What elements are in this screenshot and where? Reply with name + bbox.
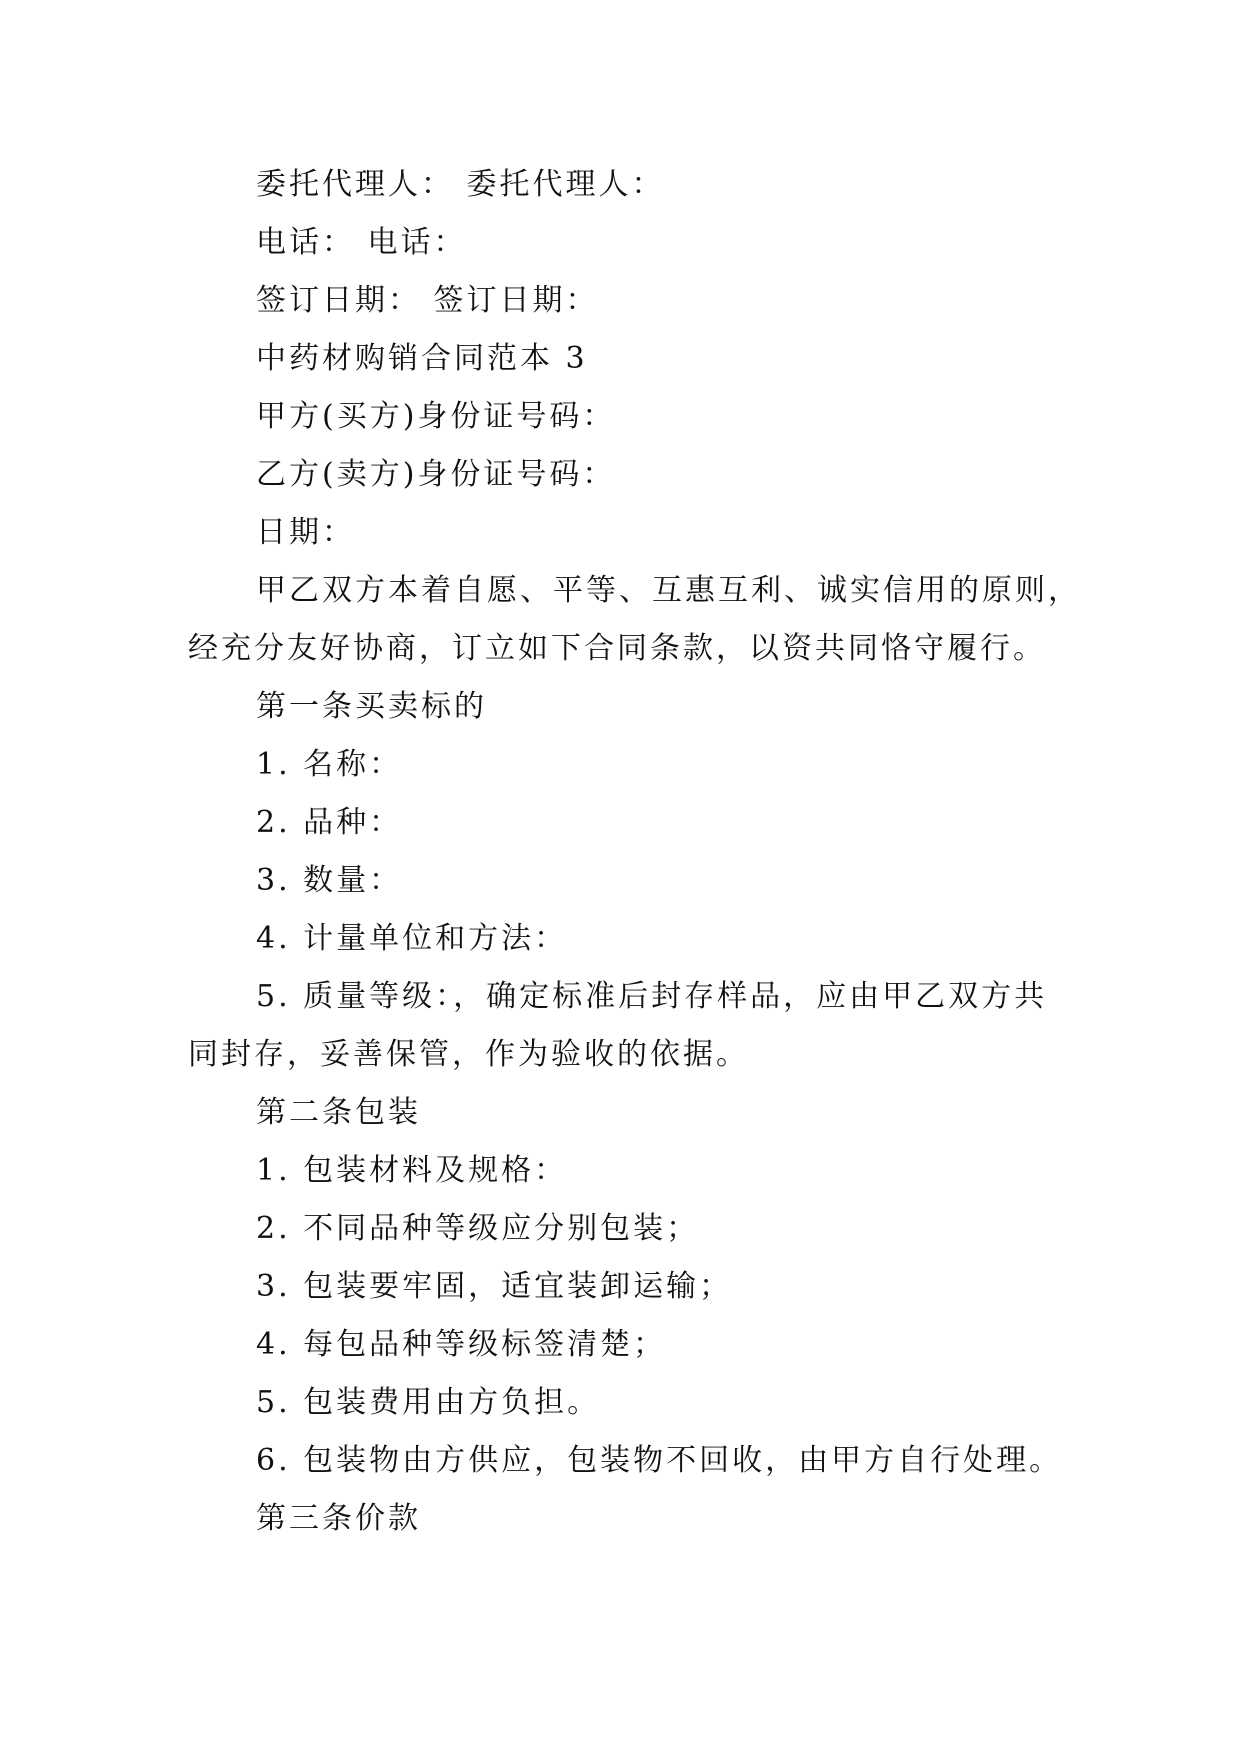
list-item: 4. 每包品种等级标签清楚； [256,1327,667,1362]
paragraph-line: 经充分友好协商，订立如下合同条款，以资共同恪守履行。 [188,631,1046,666]
date-line: 日期： [256,515,355,550]
list-item: 6. 包装物由方供应，包装物不回收，由甲方自行处理。 [256,1443,1063,1478]
list-item: 5. 质量等级：，确定标准后封存样品，应由甲乙双方共 [256,979,1048,1014]
list-item: 2. 不同品种等级应分别包装； [256,1211,700,1246]
party-b-id-line: 乙方(卖方)身份证号码： [256,457,616,492]
section-heading: 中药材购销合同范本 3 [256,341,588,376]
list-item: 2. 品种： [256,805,403,840]
party-a-id-line: 甲方(买方)身份证号码： [256,399,616,434]
list-item: 1. 名称： [256,747,403,782]
list-item: 5. 包装费用由方负担。 [256,1385,601,1420]
list-item: 3. 包装要牢固，适宜装卸运输； [256,1269,733,1304]
article-heading: 第三条价款 [256,1501,421,1536]
list-item: 3. 数量： [256,863,403,898]
list-item-continuation: 同封存，妥善保管，作为验收的依据。 [188,1037,749,1072]
paragraph-line: 甲乙双方本着自愿、平等、互惠互利、诚实信用的原则， [256,573,1081,608]
article-heading: 第一条买卖标的 [256,689,487,724]
phone-line: 电话： 电话： [256,225,467,260]
article-heading: 第二条包装 [256,1095,421,1130]
sign-date-line: 签订日期： 签订日期： [256,283,599,318]
agent-line: 委托代理人： 委托代理人： [256,167,665,202]
list-item: 1. 包装材料及规格： [256,1153,568,1188]
list-item: 4. 计量单位和方法： [256,921,568,956]
